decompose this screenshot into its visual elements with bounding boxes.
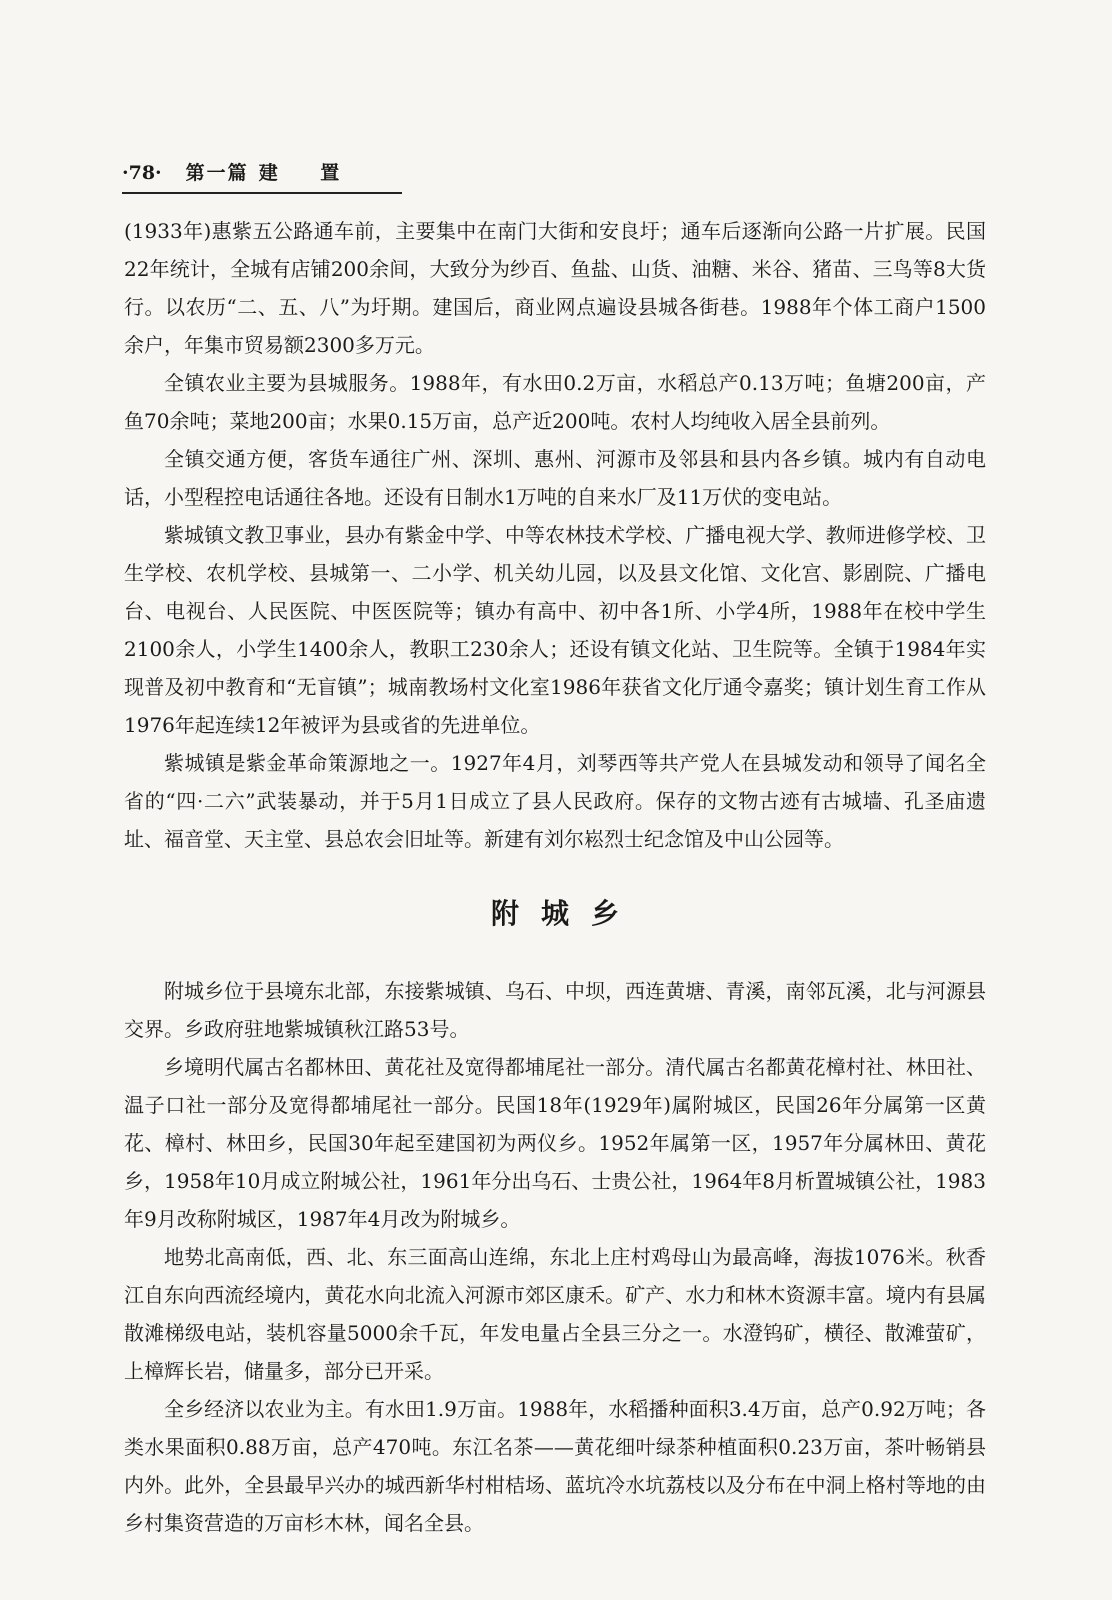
running-head (122, 158, 402, 194)
paragraph: 附城乡位于县境东北部，东接紫城镇、乌石、中坝，西连黄塘、青溪，南邻瓦溪，北与河源县交界。乡政府驻地紫城镇秋江路53号。 (124, 979, 986, 1041)
paragraph: 全乡经济以农业为主。有水田1.9万亩。1988年，水稻播种面积3.4万亩，总产0.92万吨；各类水果面积0.88万亩，总产470吨。东江名茶——黄花细叶绿茶种植面积0.23万亩，茶叶畅销县内外。此外，全县最早兴办的城西新华村柑桔场、蓝坑冷水坑荔枝以及分布在中洞上格村等地的由乡村集资营造的万亩杉木林，闻名全县。 (124, 1397, 986, 1535)
section-heading: 附城乡 (490, 897, 641, 930)
page-body (124, 212, 986, 1542)
paragraph: 全镇农业主要为县城服务。1988年，有水田0.2万亩，水稻总产0.13万吨；鱼塘200亩，产鱼70余吨；菜地200亩；水果0.15万亩，总产近200吨。农村人均纯收入居全县前列。 (124, 371, 986, 433)
paragraph: 紫城镇是紫金革命策源地之一。1927年4月，刘琴西等共产党人在县城发动和领导了闻名全省的“四·二六”武装暴动，并于5月1日成立了县人民政府。保存的文物古迹有古城墙、孔圣庙遗址、福音堂、天主堂、县总农会旧址等。新建有刘尔崧烈士纪念馆及中山公园等。 (124, 751, 986, 851)
paragraph: 乡境明代属古名都林田、黄花社及宽得都埔尾社一部分。清代属古名都黄花樟村社、林田社、温子口社一部分及宽得都埔尾社一部分。民国18年(1929年)属附城区，民国26年分属第一区黄花、樟村、林田乡，民国30年起至建国初为两仪乡。1952年属第一区，1957年分属林田、黄花乡，1958年10月成立附城公社，1961年分出乌石、士贵公社，1964年8月析置城镇公社，1983年9月改称附城区，1987年4月改为附城乡。 (124, 1055, 986, 1231)
page-number: ·78· (122, 162, 162, 184)
paragraph: 地势北高南低，西、北、东三面高山连绵，东北上庄村鸡母山为最高峰，海拔1076米。秋香江自东向西流经境内，黄花水向北流入河源市郊区康禾。矿产、水力和林木资源丰富。境内有县属散滩梯级电站，装机容量5000余千瓦，年发电量占全县三分之一。水澄钨矿，横径、散滩萤矿，上樟辉长岩，储量多，部分已开采。 (124, 1245, 986, 1383)
part-title: 第一篇 (185, 162, 249, 184)
paragraph: (1933年)惠紫五公路通车前，主要集中在南门大街和安良圩；通车后逐渐向公路一片扩展。民国22年统计，全城有店铺200余间，大致分为纱百、鱼盐、山货、油糖、米谷、猪苗、三鸟等8大货行。以农历“二、五、八”为圩期。建国后，商业网点遍设县城各街巷。1988年个体工商户1500余户，年集市贸易额2300多万元。 (124, 219, 986, 357)
section-name: 建 置 (258, 162, 358, 184)
paragraph: 全镇交通方便，客货车通往广州、深圳、惠州、河源市及邻县和县内各乡镇。城内有自动电话，小型程控电话通往各地。还设有日制水1万吨的自来水厂及11万伏的变电站。 (124, 447, 986, 509)
paragraph: 紫城镇文教卫事业，县办有紫金中学、中等农林技术学校、广播电视大学、教师进修学校、卫生学校、农机学校、县城第一、二小学、机关幼儿园，以及县文化馆、文化宫、影剧院、广播电台、电视台、人民医院、中医医院等；镇办有高中、初中各1所、小学4所，1988年在校中学生2100余人，小学生1400余人，教职工230余人；还设有镇文化站、卫生院等。全镇于1984年实现普及初中教育和“无盲镇”；城南教场村文化室1986年获省文化厅通令嘉奖；镇计划生育工作从1976年起连续12年被评为县或省的先进单位。 (124, 523, 986, 737)
